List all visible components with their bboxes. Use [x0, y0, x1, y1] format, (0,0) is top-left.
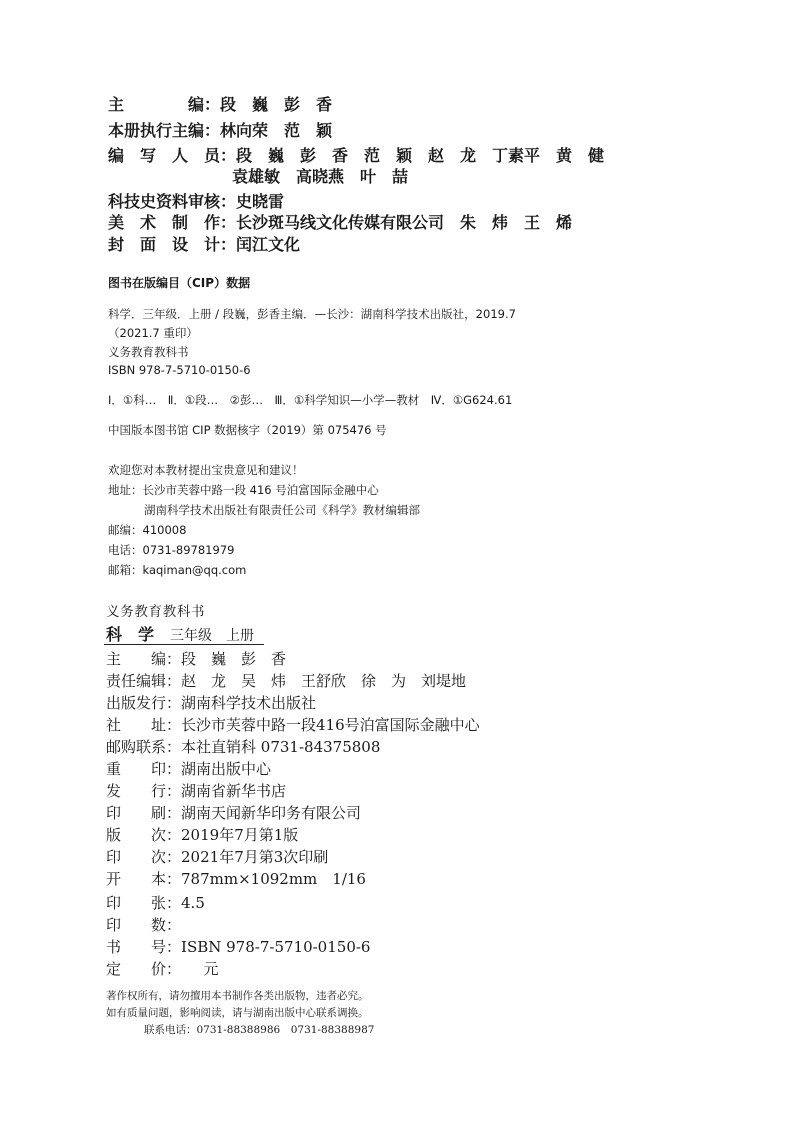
book-subtitle: 三年级 上册 — [170, 628, 255, 644]
imprint-value: 本社直销科 0731-84375808 — [181, 738, 381, 756]
imprint-value: 元 — [173, 960, 219, 978]
contact-phone: 联系电话：0731-88388986 0731-88388987 — [144, 1024, 375, 1036]
credit-row — [232, 164, 408, 187]
imprint-label: 书 号： — [106, 938, 182, 956]
imprint-label: 印 刷： — [106, 804, 182, 822]
series-name: 义务教育教科书 — [106, 604, 206, 620]
imprint-label: 印 张： — [106, 894, 182, 912]
imprint-row — [106, 892, 205, 913]
credit-row — [108, 118, 332, 141]
credit-row — [108, 92, 332, 115]
cip-classification: Ⅰ．①科… Ⅱ．①段… ②彭… Ⅲ．①科学知识—小学—教材 Ⅳ．①G624.61 — [108, 393, 513, 407]
imprint-label: 邮购联系： — [106, 738, 182, 756]
imprint-value: 787mm×1092mm 1/16 — [181, 870, 366, 888]
credit-label: 编 写 人 员： — [108, 146, 237, 165]
welcome-text: 欢迎您对本教材提出宝贵意见和建议！ — [108, 463, 304, 477]
cip-line: 义务教育教科书 — [108, 345, 189, 359]
imprint-label: 重 印： — [106, 760, 182, 778]
imprint-label: 定 价： — [106, 960, 174, 978]
imprint-value: 湖南省新华书店 — [181, 782, 287, 800]
imprint-row — [106, 936, 370, 957]
title-rule — [104, 644, 264, 645]
imprint-value: ISBN 978-7-5710-0150-6 — [181, 938, 371, 956]
imprint-label: 印 次： — [106, 848, 182, 866]
address-label: 地址： — [108, 483, 143, 497]
imprint-label: 开 本： — [106, 870, 182, 888]
address-line-2: 湖南科学技术出版社有限责任公司《科学》教材编辑部 — [144, 503, 420, 517]
imprint-value: 长沙市芙蓉中路一段416号泊富国际金融中心 — [181, 716, 480, 734]
imprint-row — [106, 824, 298, 845]
credit-value: 林向荣 范 颖 — [220, 121, 333, 140]
credit-value: 段 巍 彭 香 范 颖 赵 龙 丁素平 黄 健 — [236, 146, 605, 165]
imprint-row — [106, 758, 271, 779]
imprint-label: 印 数： — [106, 916, 182, 934]
imprint-label: 社 址： — [106, 716, 182, 734]
credit-value: 长沙斑马线文化传媒有限公司 朱 炜 王 烯 — [236, 213, 573, 232]
imprint-label: 责任编辑： — [106, 672, 182, 690]
postcode: 邮编：410008 — [108, 523, 187, 537]
address-value: 长沙市芙蓉中路一段 416 号泊富国际金融中心 — [142, 483, 379, 497]
phone: 电话：0731-89781979 — [108, 543, 235, 557]
credit-label: 主 编： — [108, 95, 221, 114]
imprint-row — [106, 958, 219, 979]
imprint-value: 湖南科学技术出版社 — [181, 694, 317, 712]
credit-value: 史晓雷 — [236, 192, 285, 211]
quality-notice: 如有质量问题，影响阅读，请与湖南出版中心联系调换。 — [106, 1007, 369, 1019]
credit-row — [108, 189, 284, 212]
imprint-label: 出版发行： — [106, 694, 182, 712]
imprint-value: 2019年7月第1版 — [181, 826, 299, 844]
imprint-label: 发 行： — [106, 782, 182, 800]
cip-number: 中国版本图书馆 CIP 数据核字（2019）第 075476 号 — [108, 423, 387, 437]
copyright-notice: 著作权所有，请勿擅用本书制作各类出版物，违者必究。 — [106, 990, 369, 1002]
credit-label: 封 面 设 计： — [108, 235, 237, 254]
credit-label: 本册执行主编： — [108, 121, 221, 140]
imprint-value: 2021年7月第3次印刷 — [181, 848, 329, 866]
email: 邮箱：kaqiman@qq.com — [108, 563, 247, 577]
credit-row — [108, 232, 300, 255]
imprint-label: 版 次： — [106, 826, 182, 844]
book-title-row — [106, 622, 254, 645]
imprint-row — [106, 802, 361, 823]
imprint-row — [106, 868, 366, 889]
imprint-value: 赵 龙 吴 炜 王舒欣 徐 为 刘堤地 — [181, 672, 467, 690]
cip-line: （2021.7 重印） — [108, 326, 198, 340]
cip-line: 科学．三年级．上册 / 段巍，彭香主编．—长沙：湖南科学技术出版社，2019.7 — [108, 307, 516, 321]
imprint-row — [106, 714, 480, 735]
address-row — [108, 482, 379, 498]
credit-value: 闰江文化 — [236, 235, 301, 254]
imprint-row — [106, 780, 286, 801]
imprint-value: 湖南天闻新华印务有限公司 — [181, 804, 362, 822]
imprint-label: 主 编： — [106, 650, 182, 668]
imprint-row — [106, 670, 466, 691]
imprint-row — [106, 692, 316, 713]
credit-row — [108, 143, 604, 166]
imprint-row — [106, 846, 328, 867]
cip-title: 图书在版编目（CIP）数据 — [108, 276, 251, 290]
cip-isbn: ISBN 978-7-5710-0150-6 — [108, 363, 251, 377]
imprint-row — [106, 648, 286, 669]
credit-label: 美 术 制 作： — [108, 213, 237, 232]
imprint-value: 段 巍 彭 香 — [181, 650, 287, 668]
credit-value: 段 巍 彭 香 — [220, 95, 333, 114]
book-title: 科 学 — [106, 625, 155, 644]
imprint-row — [106, 736, 380, 757]
credit-row — [108, 210, 572, 233]
imprint-value: 4.5 — [181, 894, 205, 912]
credit-label: 科技史资料审核： — [108, 192, 237, 211]
imprint-row — [106, 914, 181, 935]
imprint-value: 湖南出版中心 — [181, 760, 272, 778]
credit-value: 袁雄敏 高晓燕 叶 喆 — [232, 167, 409, 186]
